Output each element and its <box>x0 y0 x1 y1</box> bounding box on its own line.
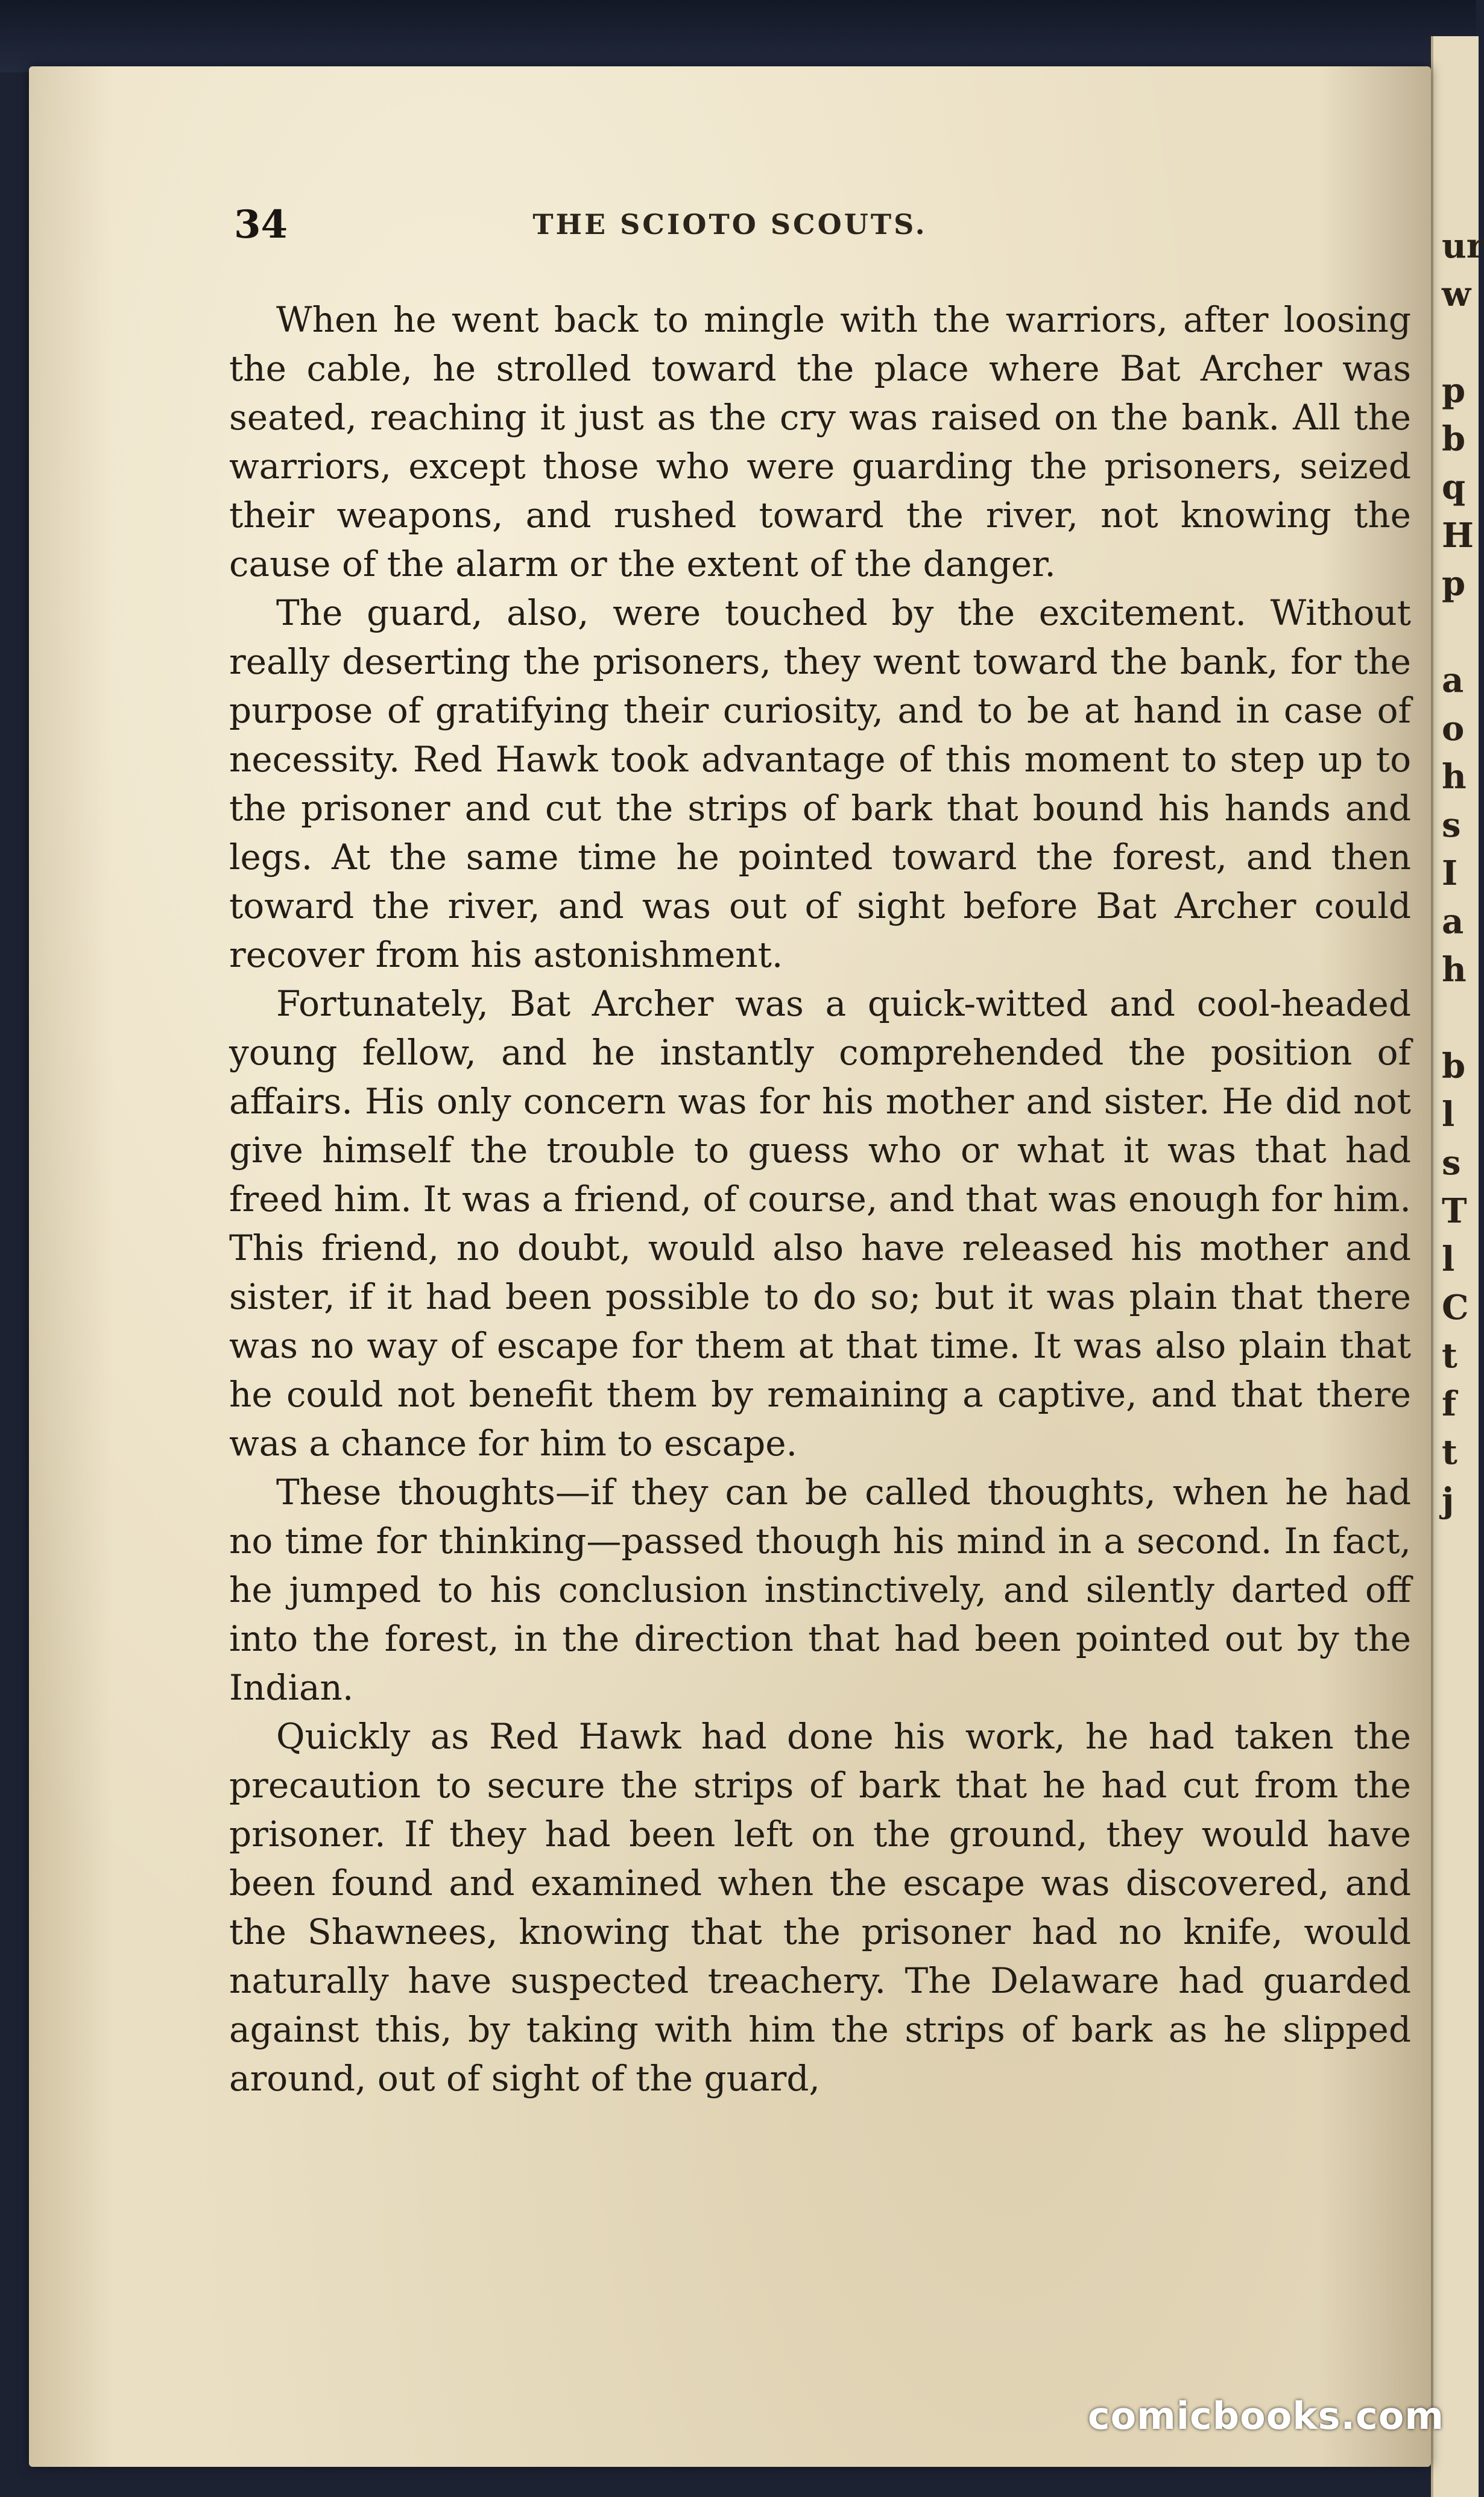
facing-page-fragment: I <box>1442 853 1458 893</box>
facing-page-fragment: s <box>1442 805 1461 845</box>
facing-page-edge <box>1431 36 1484 2497</box>
book-page <box>29 66 1431 2467</box>
facing-page-fragment: t <box>1442 1336 1457 1376</box>
watermark: comicbooks.com <box>1087 2393 1444 2438</box>
facing-page-fragment: a <box>1442 902 1464 942</box>
scan-background <box>0 0 1476 72</box>
paragraph: These thoughts—if they can be called thoughts, when he had no time for thinking—passed though his mind in a second. In fact, he jumped to his conclusion instinctively, and silently darted off into the forest, in the direction that had been pointed out by the Indian. <box>229 1472 1411 1708</box>
facing-page-fragment: s <box>1442 1143 1461 1183</box>
facing-page-fragment: T <box>1442 1191 1467 1231</box>
facing-page-fragment: q <box>1442 467 1466 507</box>
facing-page-fragment: a <box>1442 660 1464 700</box>
facing-page-fragment: w <box>1442 274 1471 314</box>
facing-page-fragment: b <box>1442 1046 1466 1086</box>
facing-page-fragment: p <box>1442 564 1466 604</box>
facing-page-fragment: p <box>1442 371 1466 411</box>
facing-page-fragment: h <box>1442 950 1467 990</box>
facing-page-fragment: b <box>1442 419 1466 459</box>
page-header <box>29 202 1431 250</box>
facing-page-fragment: t <box>1442 1432 1457 1472</box>
facing-page-fragment: ur <box>1442 226 1484 266</box>
page-number: 34 <box>234 202 288 247</box>
facing-page-fragment: H <box>1442 516 1474 555</box>
facing-page-fragment: f <box>1442 1384 1457 1424</box>
paragraph: Fortunately, Bat Archer was a quick-witted and cool-headed young fellow, and he instantly comprehended the position of affairs. His only concern was for his mother and sister. He did not give himself the trouble to guess who or what it was that had freed him. It was a friend, of course, and that was enough for him. This friend, no doubt, would also have released his mother and sister, if it had been possible to do so; but it was plain that there was no way of escape for them at that time. It was also plain that he could not benefit them by remaining a captive, and that there was a chance for him to escape. <box>229 983 1411 1464</box>
facing-page-fragment: l <box>1442 1095 1455 1135</box>
facing-page-fragment: l <box>1442 1239 1455 1279</box>
facing-page-fragment: C <box>1442 1288 1469 1328</box>
paragraph: When he went back to mingle with the warriors, after loosing the cable, he strolled toward the place where Bat Archer was seated, reaching it just as the cry was raised on the bank. All the warriors, except those who were guarding the prisoners, seized their weapons, and rushed toward the river, not knowing the cause of the alarm or the extent of the danger. <box>229 299 1411 584</box>
paragraph: Quickly as Red Hawk had done his work, he had taken the precaution to secure the strips of bark that he had cut from the prisoner. If they had been left on the ground, they would have been found and examined when the escape was discovered, and the Shawnees, knowing that the prisoner had no knife, would naturally have suspected treachery. The Delaware had guarded against this, by taking with him the strips of bark as he slipped around, out of sight of the guard, <box>229 1716 1411 2099</box>
facing-page-fragment: o <box>1442 709 1465 748</box>
paragraph: The guard, also, were touched by the excitement. Without really deserting the prisoners, they went toward the bank, for the purpose of gratifying their curiosity, and to be at hand in case of necessity. Red Hawk took advantage of this moment to step up to the prisoner and cut the strips of bark that bound his hands and legs. At the same time he pointed toward the forest, and then toward the river, and was out of sight before Bat Archer could recover from his astonishment. <box>229 592 1411 975</box>
running-head: THE SCIOTO SCOUTS. <box>532 208 927 241</box>
facing-page-fragment: h <box>1442 757 1467 797</box>
facing-page-fragment: j <box>1442 1481 1454 1521</box>
body-text <box>229 296 1411 2103</box>
